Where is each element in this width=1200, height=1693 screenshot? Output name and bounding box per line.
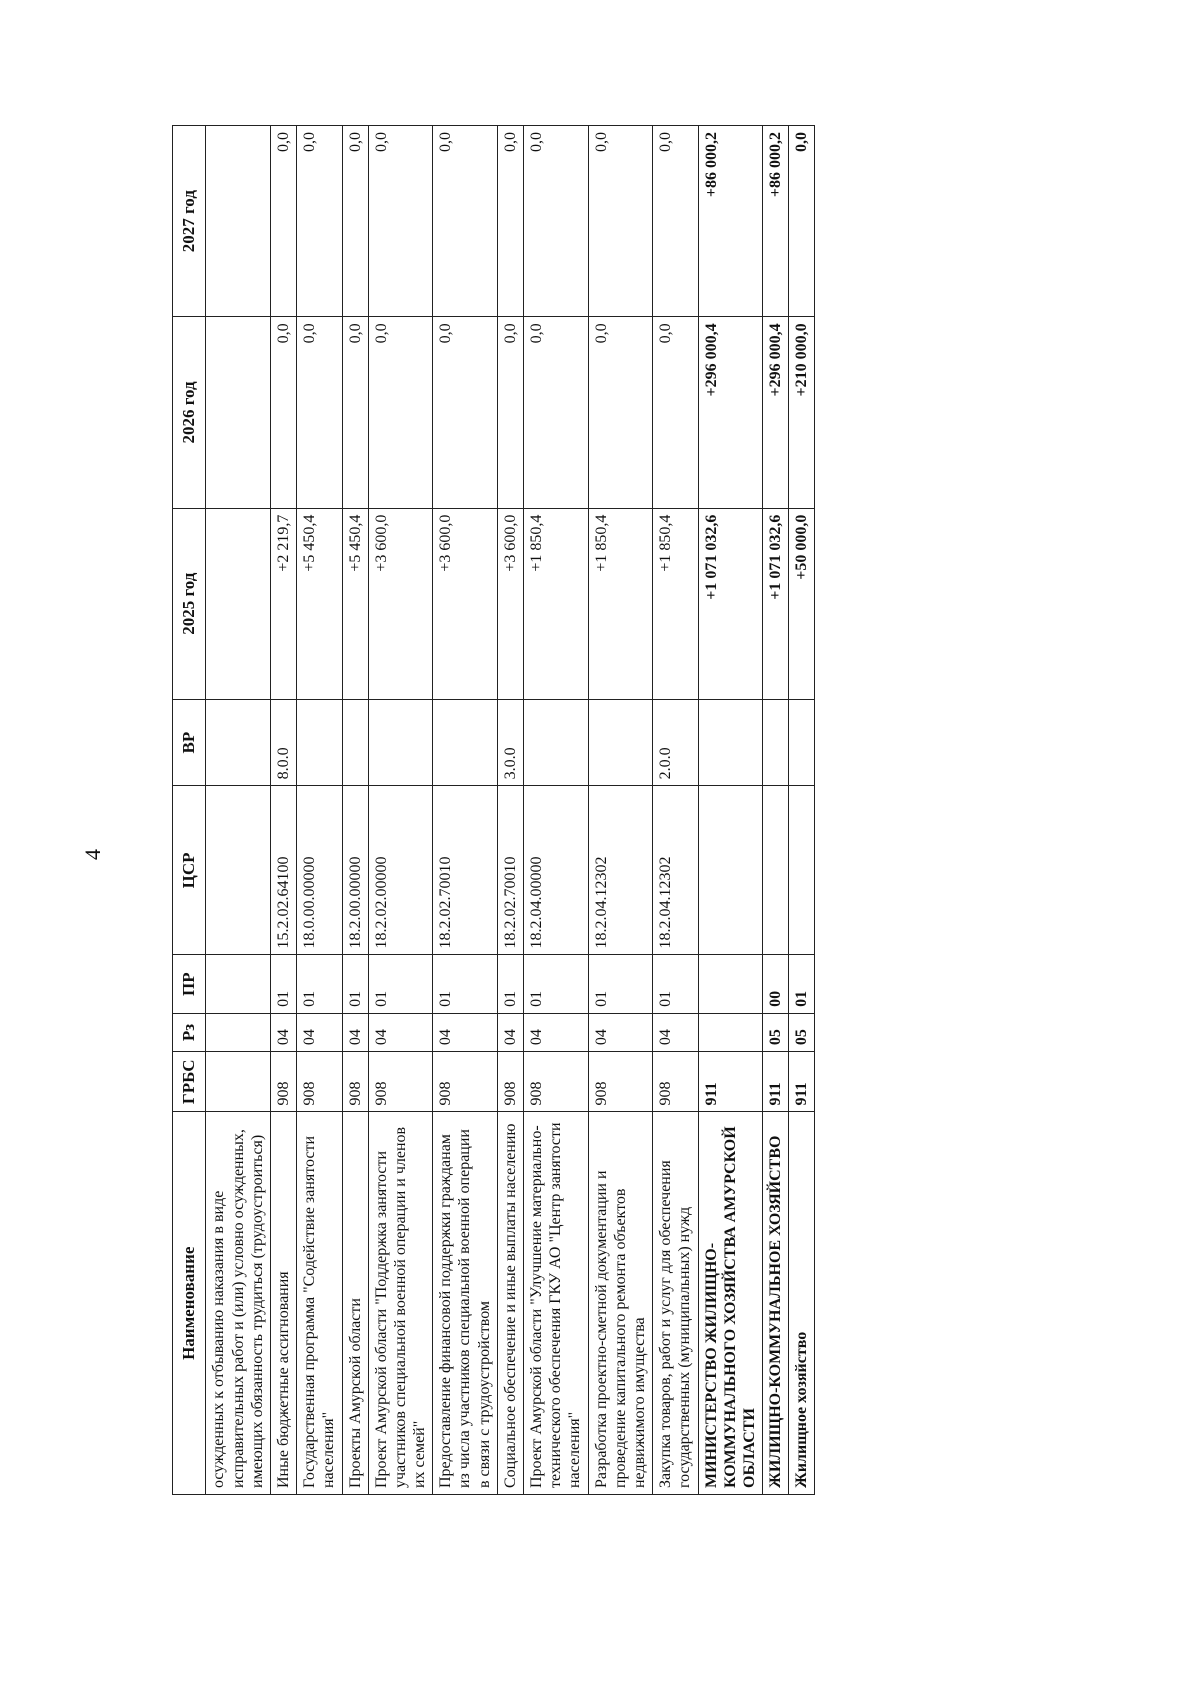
cell-rz: 05 [789,1013,815,1051]
cell-pr: 01 [653,955,698,1013]
cell-y2027: 0,0 [270,126,296,317]
cell-name: Жилищное хозяйство [789,1112,815,1495]
cell-grbs: 908 [433,1052,498,1112]
cell-pr: 01 [368,955,433,1013]
cell-rz: 04 [270,1013,296,1051]
cell-csr [763,786,789,955]
cell-y2025: +1 850,4 [653,508,698,699]
cell-grbs: 908 [270,1052,296,1112]
table-row [433,126,498,1495]
cell-grbs: 908 [524,1052,589,1112]
cell-csr: 18.2.04.12302 [653,786,698,955]
cell-y2026: 0,0 [270,317,296,508]
cell-y2027 [206,126,271,317]
table-row [297,126,342,1495]
cell-y2025: +2 219,7 [270,508,296,699]
cell-csr: 18.2.02.70010 [433,786,498,955]
cell-vr: 3.0.0 [497,699,523,786]
cell-csr: 18.2.04.12302 [588,786,653,955]
cell-name: Проект Амурской области "Поддержка занятости участников специальной военной операции и членов их семей" [368,1112,433,1495]
cell-grbs: 908 [297,1052,342,1112]
cell-y2026: 0,0 [497,317,523,508]
cell-y2026 [206,317,271,508]
cell-name: Предоставление финансовой поддержки гражданам из числа участников специальной военной операции в связи с трудоустройством [433,1112,498,1495]
cell-csr: 18.2.02.70010 [497,786,523,955]
table-body [206,126,815,1495]
cell-rz: 05 [763,1013,789,1051]
header-pr: ПР [173,955,206,1013]
cell-y2027: 0,0 [368,126,433,317]
cell-y2025: +3 600,0 [368,508,433,699]
cell-csr [698,786,763,955]
cell-pr: 01 [789,955,815,1013]
table-row [653,126,698,1495]
cell-vr [368,699,433,786]
cell-pr: 01 [270,955,296,1013]
cell-y2025: +5 450,4 [342,508,368,699]
cell-y2025: +3 600,0 [433,508,498,699]
cell-y2025: +1 850,4 [588,508,653,699]
table-row [588,126,653,1495]
table-row [763,126,789,1495]
cell-name: Проекты Амурской области [342,1112,368,1495]
cell-grbs: 908 [497,1052,523,1112]
cell-y2025: +1 071 032,6 [698,508,763,699]
cell-name: ЖИЛИЩНО-КОММУНАЛЬНОЕ ХОЗЯЙСТВО [763,1112,789,1495]
cell-vr [206,699,271,786]
cell-y2027: +86 000,2 [698,126,763,317]
cell-y2026: +296 000,4 [698,317,763,508]
header-vr: ВР [173,699,206,786]
cell-rz: 04 [497,1013,523,1051]
table-row [524,126,589,1495]
cell-vr: 8.0.0 [270,699,296,786]
cell-rz: 04 [524,1013,589,1051]
header-name: Наименование [173,1112,206,1495]
header-2025: 2025 год [173,508,206,699]
cell-y2026: 0,0 [297,317,342,508]
header-rz: Рз [173,1013,206,1051]
cell-y2027: 0,0 [653,126,698,317]
cell-name: Разработка проектно-сметной документации и проведение капитального ремонта объектов недвижимого имущества [588,1112,653,1495]
table-header-row [173,126,206,1495]
cell-grbs: 908 [653,1052,698,1112]
cell-grbs: 908 [342,1052,368,1112]
cell-csr [206,786,271,955]
table-row [368,126,433,1495]
cell-name: осужденных к отбыванию наказания в виде исправительных работ и (или) условно осужденных, имеющих обязанность трудиться (трудоустроиться) [206,1112,271,1495]
cell-vr [297,699,342,786]
cell-name: Социальное обеспечение и иные выплаты населению [497,1112,523,1495]
budget-table [172,125,815,1495]
rotated-table-container [172,125,815,1495]
cell-name: Государственная программа "Содействие занятости населения" [297,1112,342,1495]
cell-csr: 18.2.02.00000 [368,786,433,955]
cell-name: Иные бюджетные ассигнования [270,1112,296,1495]
cell-y2026: 0,0 [433,317,498,508]
cell-y2026: 0,0 [524,317,589,508]
cell-csr: 18.2.00.00000 [342,786,368,955]
cell-rz: 04 [653,1013,698,1051]
cell-pr: 01 [588,955,653,1013]
cell-y2027: 0,0 [297,126,342,317]
cell-y2026: 0,0 [588,317,653,508]
cell-y2025: +3 600,0 [497,508,523,699]
cell-rz [698,1013,763,1051]
cell-y2025: +50 000,0 [789,508,815,699]
cell-grbs: 911 [763,1052,789,1112]
table-row [270,126,296,1495]
cell-vr [698,699,763,786]
cell-rz: 04 [342,1013,368,1051]
cell-y2027: 0,0 [433,126,498,317]
cell-name: Закупка товаров, работ и услуг для обеспечения государственных (муниципальных) нужд [653,1112,698,1495]
cell-vr [763,699,789,786]
cell-rz [206,1013,271,1051]
cell-csr: 18.0.00.00000 [297,786,342,955]
table-row [698,126,763,1495]
cell-rz: 04 [588,1013,653,1051]
cell-pr: 01 [297,955,342,1013]
header-csr: ЦСР [173,786,206,955]
cell-y2025: +1 071 032,6 [763,508,789,699]
cell-y2026: 0,0 [342,317,368,508]
cell-y2027: 0,0 [342,126,368,317]
header-2027: 2027 год [173,126,206,317]
cell-rz: 04 [297,1013,342,1051]
cell-vr [342,699,368,786]
cell-vr [789,699,815,786]
cell-vr: 2.0.0 [653,699,698,786]
page-number: 4 [80,849,105,860]
cell-vr [433,699,498,786]
cell-y2025 [206,508,271,699]
cell-grbs: 911 [789,1052,815,1112]
cell-y2025: +5 450,4 [297,508,342,699]
cell-grbs [206,1052,271,1112]
cell-y2027: 0,0 [497,126,523,317]
cell-csr: 15.2.02.64100 [270,786,296,955]
cell-csr [789,786,815,955]
cell-pr [206,955,271,1013]
cell-y2026: +210 000,0 [789,317,815,508]
cell-name: МИНИСТЕРСТВО ЖИЛИЩНО-КОММУНАЛЬНОГО ХОЗЯЙСТВА АМУРСКОЙ ОБЛАСТИ [698,1112,763,1495]
cell-y2026: 0,0 [653,317,698,508]
cell-pr: 00 [763,955,789,1013]
cell-rz: 04 [368,1013,433,1051]
cell-pr: 01 [433,955,498,1013]
cell-y2027: +86 000,2 [763,126,789,317]
cell-pr [698,955,763,1013]
table-row [789,126,815,1495]
cell-y2027: 0,0 [789,126,815,317]
header-grbs: ГРБС [173,1052,206,1112]
cell-grbs: 908 [588,1052,653,1112]
cell-name: Проект Амурской области "Улучшение материально-технического обеспечения ГКУ АО "Центр занятости населения" [524,1112,589,1495]
header-2026: 2026 год [173,317,206,508]
cell-y2025: +1 850,4 [524,508,589,699]
cell-rz: 04 [433,1013,498,1051]
cell-grbs: 908 [368,1052,433,1112]
table-row [342,126,368,1495]
cell-vr [524,699,589,786]
table-row [497,126,523,1495]
cell-pr: 01 [342,955,368,1013]
cell-pr: 01 [497,955,523,1013]
cell-csr: 18.2.04.00000 [524,786,589,955]
cell-pr: 01 [524,955,589,1013]
cell-y2027: 0,0 [524,126,589,317]
cell-y2026: +296 000,4 [763,317,789,508]
cell-y2026: 0,0 [368,317,433,508]
cell-grbs: 911 [698,1052,763,1112]
cell-vr [588,699,653,786]
table-row [206,126,271,1495]
cell-y2027: 0,0 [588,126,653,317]
